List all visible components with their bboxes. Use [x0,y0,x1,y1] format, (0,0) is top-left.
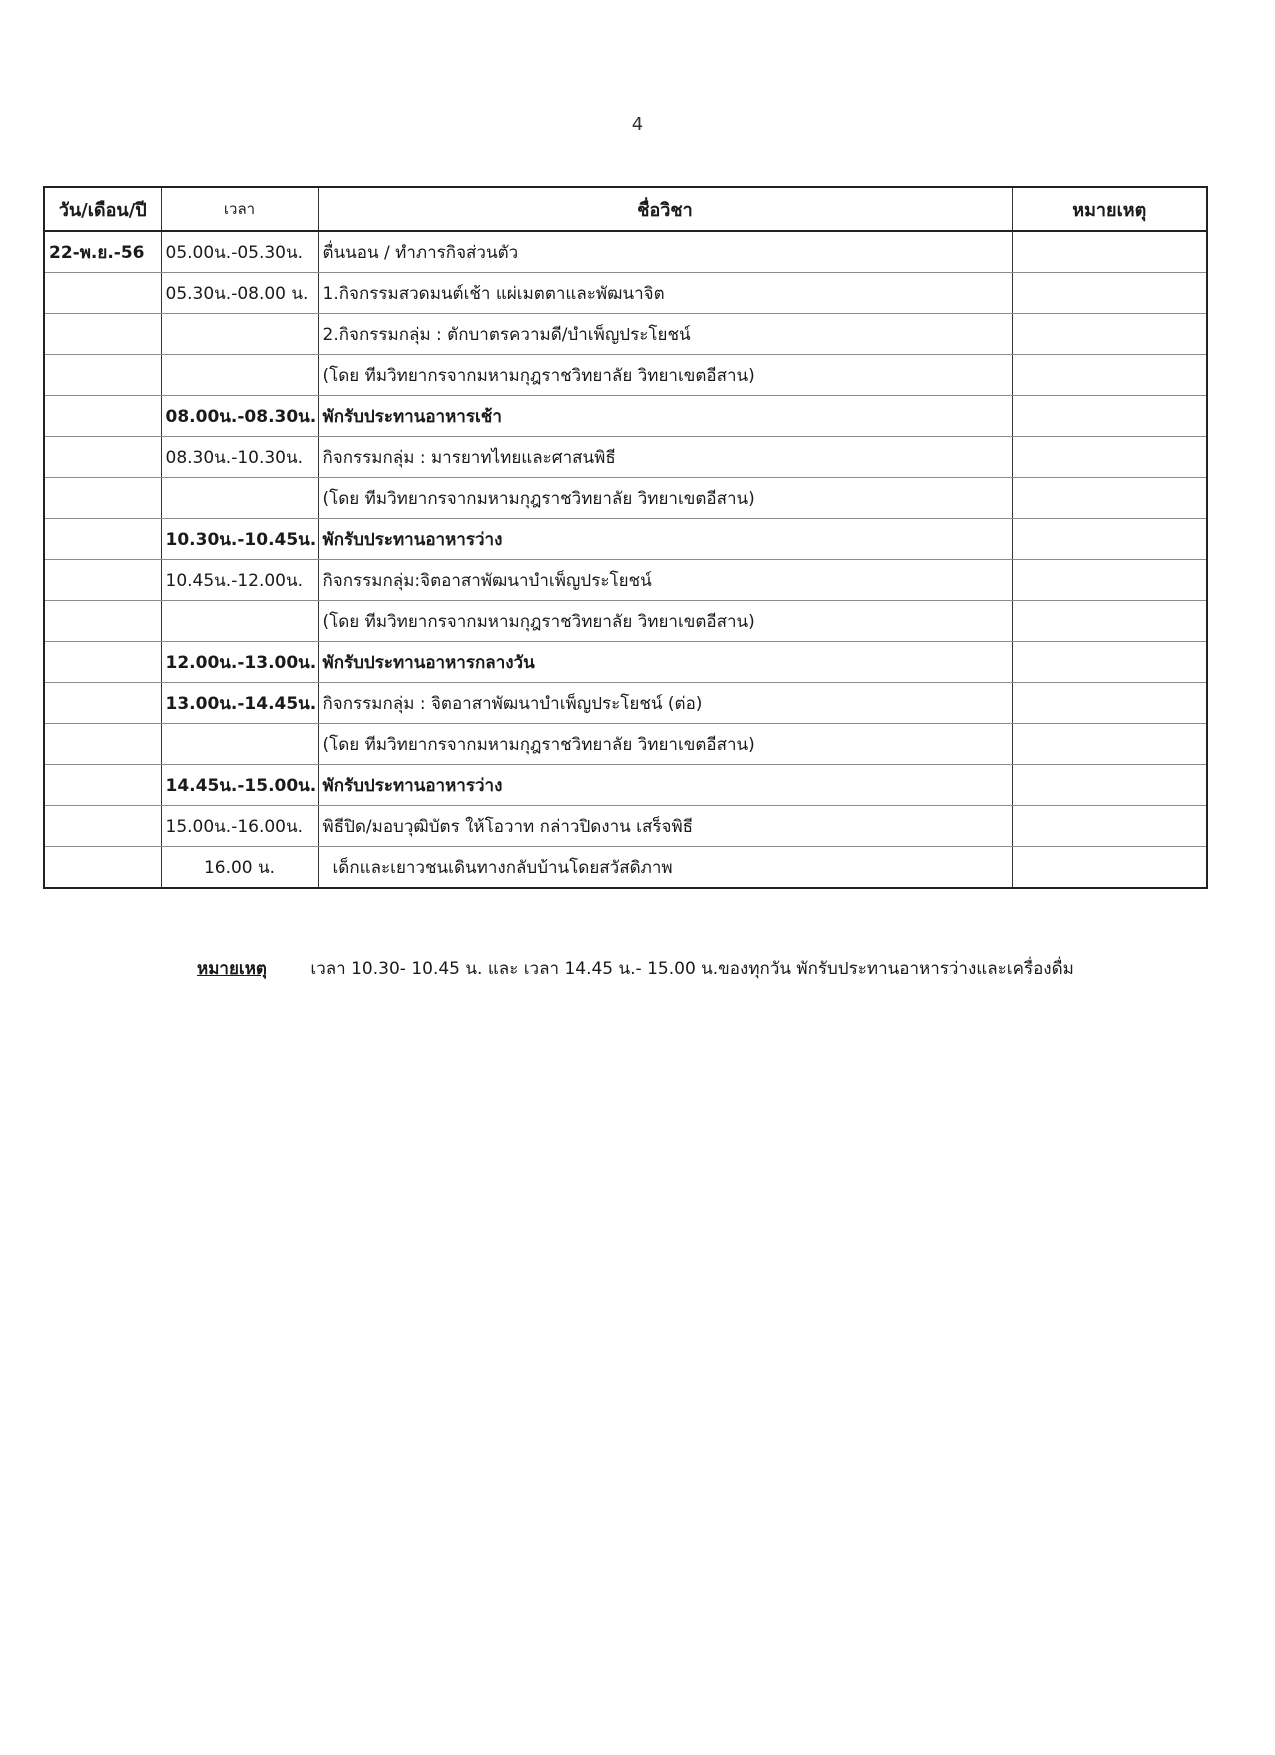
subject-cell: (โดย ทีมวิทยากรจากมหามกุฎราชวิทยาลัย วิทยาเขตอีสาน) [318,478,1012,519]
subject-cell: ตื่นนอน / ทำภารกิจส่วนตัว [318,231,1012,273]
note-cell [1012,396,1207,437]
table-row [44,724,1207,765]
date-cell [44,355,161,396]
table-row [44,642,1207,683]
note-cell [1012,231,1207,273]
date-cell [44,765,161,806]
time-cell [161,601,318,642]
time-cell [161,724,318,765]
remark-label: หมายเหตุ [197,959,267,979]
date-cell [44,642,161,683]
time-cell: 05.30น.-08.00 น. [161,273,318,314]
note-cell [1012,724,1207,765]
subject-cell: เด็กและเยาวชนเดินทางกลับบ้านโดยสวัสดิภาพ [318,847,1012,889]
date-cell: 22-พ.ย.-56 [44,231,161,273]
subject-cell: พิธีปิด/มอบวุฒิบัตร ให้โอวาท กล่าวปิดงาน เสร็จพิธี [318,806,1012,847]
table-row [44,847,1207,889]
note-cell [1012,519,1207,560]
subject-cell: พักรับประทานอาหารว่าง [318,519,1012,560]
time-cell [161,478,318,519]
table-row [44,273,1207,314]
date-cell [44,724,161,765]
table-row [44,396,1207,437]
header-time: เวลา [161,187,318,231]
table-row [44,478,1207,519]
date-cell [44,847,161,889]
date-cell [44,519,161,560]
time-cell [161,355,318,396]
schedule-table [43,186,1208,889]
page-number: 4 [631,114,644,135]
time-cell: 10.30น.-10.45น. [161,519,318,560]
note-cell [1012,806,1207,847]
subject-cell: (โดย ทีมวิทยากรจากมหามกุฎราชวิทยาลัย วิทยาเขตอีสาน) [318,355,1012,396]
time-cell: 08.30น.-10.30น. [161,437,318,478]
subject-cell: กิจกรรมกลุ่ม:จิตอาสาพัฒนาบำเพ็ญประโยชน์ [318,560,1012,601]
note-cell [1012,642,1207,683]
note-cell [1012,273,1207,314]
remark-text: เวลา 10.30- 10.45 น. และ เวลา 14.45 น.- 15.00 น.ของทุกวัน พักรับประทานอาหารว่างและเครื่องดื่ม [310,959,1074,979]
subject-cell: (โดย ทีมวิทยากรจากมหามกุฎราชวิทยาลัย วิทยาเขตอีสาน) [318,724,1012,765]
time-cell: 16.00 น. [161,847,318,889]
date-cell [44,683,161,724]
subject-cell: 2.กิจกรรมกลุ่ม : ตักบาตรความดี/บำเพ็ญประโยชน์ [318,314,1012,355]
time-cell: 15.00น.-16.00น. [161,806,318,847]
note-cell [1012,437,1207,478]
time-cell: 10.45น.-12.00น. [161,560,318,601]
note-cell [1012,765,1207,806]
date-cell [44,314,161,355]
table-row [44,314,1207,355]
date-cell [44,437,161,478]
date-cell [44,396,161,437]
date-cell [44,601,161,642]
subject-cell: 1.กิจกรรมสวดมนต์เช้า แผ่เมตตาและพัฒนาจิต [318,273,1012,314]
table-row [44,355,1207,396]
time-cell: 14.45น.-15.00น. [161,765,318,806]
remark [197,955,1074,982]
header-subject: ชื่อวิชา [318,187,1012,231]
table-row [44,765,1207,806]
note-cell [1012,314,1207,355]
note-cell [1012,601,1207,642]
table-row [44,437,1207,478]
header-date: วัน/เดือน/ปี [44,187,161,231]
table-row [44,806,1207,847]
subject-cell: พักรับประทานอาหารว่าง [318,765,1012,806]
subject-cell: พักรับประทานอาหารเช้า [318,396,1012,437]
subject-cell: (โดย ทีมวิทยากรจากมหามกุฎราชวิทยาลัย วิทยาเขตอีสาน) [318,601,1012,642]
note-cell [1012,355,1207,396]
table-row [44,519,1207,560]
time-cell: 13.00น.-14.45น. [161,683,318,724]
note-cell [1012,478,1207,519]
subject-cell: พักรับประทานอาหารกลางวัน [318,642,1012,683]
subject-cell: กิจกรรมกลุ่ม : มารยาทไทยและศาสนพิธี [318,437,1012,478]
subject-cell: กิจกรรมกลุ่ม : จิตอาสาพัฒนาบำเพ็ญประโยชน์ (ต่อ) [318,683,1012,724]
date-cell [44,560,161,601]
time-cell: 12.00น.-13.00น. [161,642,318,683]
note-cell [1012,847,1207,889]
table-row [44,601,1207,642]
header-row [44,187,1207,231]
time-cell [161,314,318,355]
note-cell [1012,683,1207,724]
date-cell [44,273,161,314]
date-cell [44,478,161,519]
header-note: หมายเหตุ [1012,187,1207,231]
table-row [44,231,1207,273]
time-cell: 08.00น.-08.30น. [161,396,318,437]
table-row [44,560,1207,601]
time-cell: 05.00น.-05.30น. [161,231,318,273]
note-cell [1012,560,1207,601]
table-row [44,683,1207,724]
date-cell [44,806,161,847]
